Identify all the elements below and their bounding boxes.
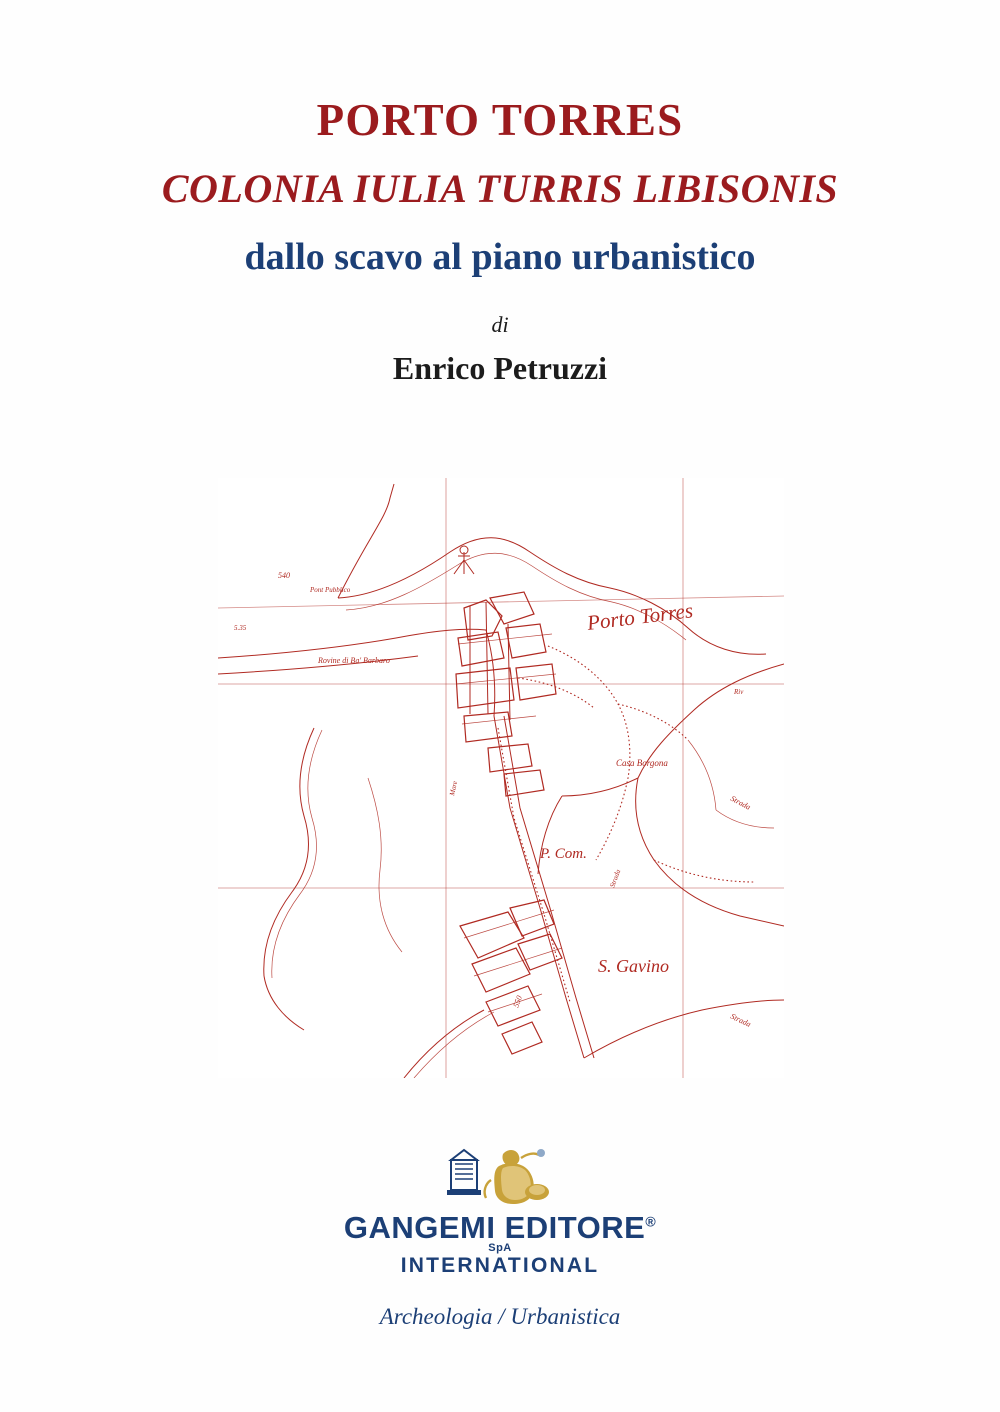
svg-text:Strada: Strada — [608, 868, 623, 889]
svg-text:Rovine di Ba' Barbaro: Rovine di Ba' Barbaro — [318, 656, 390, 665]
publisher-legal-form: SpA — [488, 1242, 512, 1254]
svg-text:550: 550 — [511, 994, 524, 1009]
page-subtitle-latin: COLONIA IULIA TURRIS LIBISONIS — [161, 165, 839, 211]
svg-text:Pont Pubblico: Pont Pubblico — [310, 586, 351, 594]
publisher-name — [0, 1210, 1000, 1246]
svg-text:Strada: Strada — [729, 1011, 753, 1029]
svg-text:Porto Torres: Porto Torres — [585, 598, 695, 635]
page-title: PORTO TORRES — [316, 95, 684, 145]
publisher-name-text: GANGEMI EDITORE — [343, 1210, 646, 1245]
registered-mark: ® — [645, 1213, 657, 1230]
series-label: Archeologia / Urbanistica — [379, 1304, 621, 1329]
svg-text:P. Com.: P. Com. — [540, 846, 587, 862]
historic-map-illustration — [218, 478, 784, 1078]
title-block — [0, 95, 1000, 387]
svg-text:540: 540 — [278, 571, 290, 580]
publisher-block — [0, 1140, 1000, 1330]
svg-text:Mare: Mare — [448, 780, 460, 797]
svg-text:Casa Borgona: Casa Borgona — [616, 758, 668, 768]
svg-text:S. Gavino: S. Gavino — [598, 956, 669, 976]
gangemi-muse-logo-icon — [425, 1140, 575, 1208]
svg-text:Riv: Riv — [734, 688, 744, 696]
svg-text:5.35: 5.35 — [234, 624, 247, 632]
svg-text:Strada: Strada — [729, 793, 753, 812]
author-name: Enrico Petruzzi — [392, 350, 608, 387]
publisher-international: INTERNATIONAL — [400, 1254, 600, 1277]
page-tagline: dallo scavo al piano urbanistico — [244, 235, 756, 278]
map-svg — [218, 478, 784, 1078]
byline-prefix: di — [491, 312, 509, 338]
